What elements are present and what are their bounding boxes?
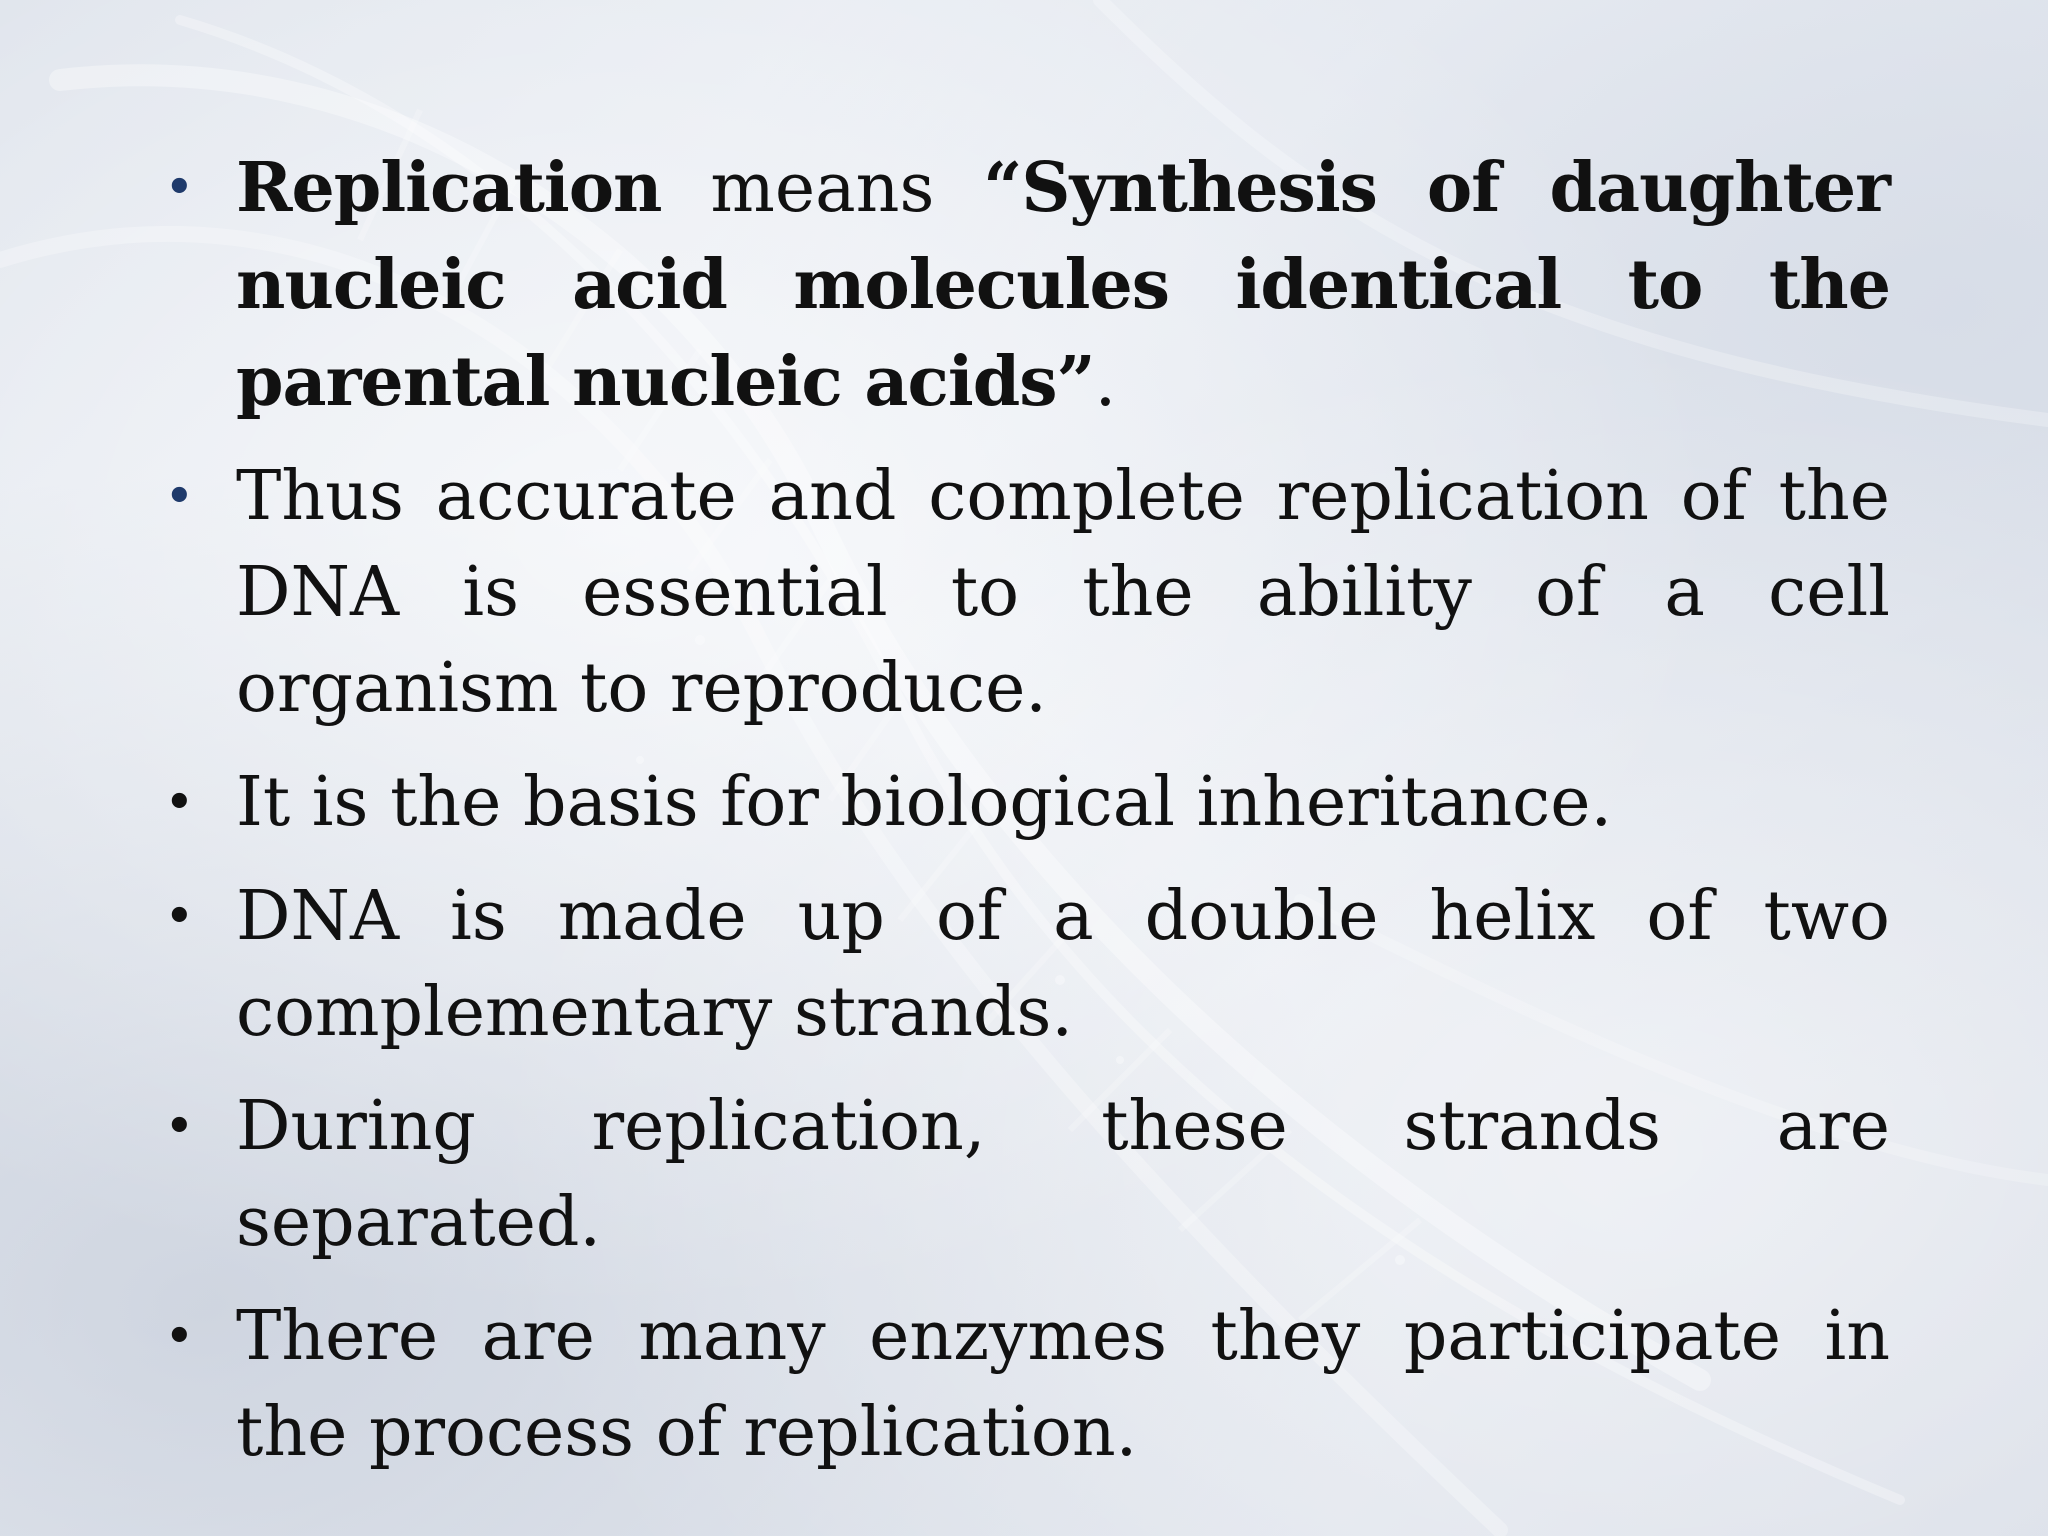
bullet-text: It is the basis for biological inheritance. <box>236 763 1613 842</box>
bullet-dot-icon: • <box>164 1307 195 1367</box>
bullet-dot-icon: • <box>164 467 195 527</box>
list-item <box>150 755 1890 851</box>
bullet-dot-icon: • <box>164 158 195 218</box>
definition-text: “Synthesis of daughter nucleic acid molecules identical to the parental nucleic acids” <box>236 148 1891 422</box>
list-item <box>150 449 1890 737</box>
bullet-dot-icon: • <box>164 1097 195 1157</box>
bullet-dot-icon: • <box>164 773 195 833</box>
list-item <box>150 869 1890 1061</box>
bullet-dot-icon: • <box>164 887 195 947</box>
bullet-text: There are many enzymes they participate in the process of replication. <box>236 1297 1890 1472</box>
period-text: . <box>1094 343 1117 422</box>
bullet-text: DNA is made up of a double helix of two complementary strands. <box>236 877 1890 1052</box>
list-item <box>150 1079 1890 1271</box>
list-item <box>150 140 1890 431</box>
term-replication: Replication <box>236 148 662 228</box>
bullet-text: Thus accurate and complete replication of the DNA is essential to the ability of a cell organism to reproduce. <box>236 457 1890 728</box>
list-item <box>150 1289 1890 1481</box>
bullet-list <box>150 140 1890 1499</box>
bullet-text: During replication, these strands are separated. <box>236 1087 1890 1262</box>
connector-text: means <box>661 149 984 228</box>
